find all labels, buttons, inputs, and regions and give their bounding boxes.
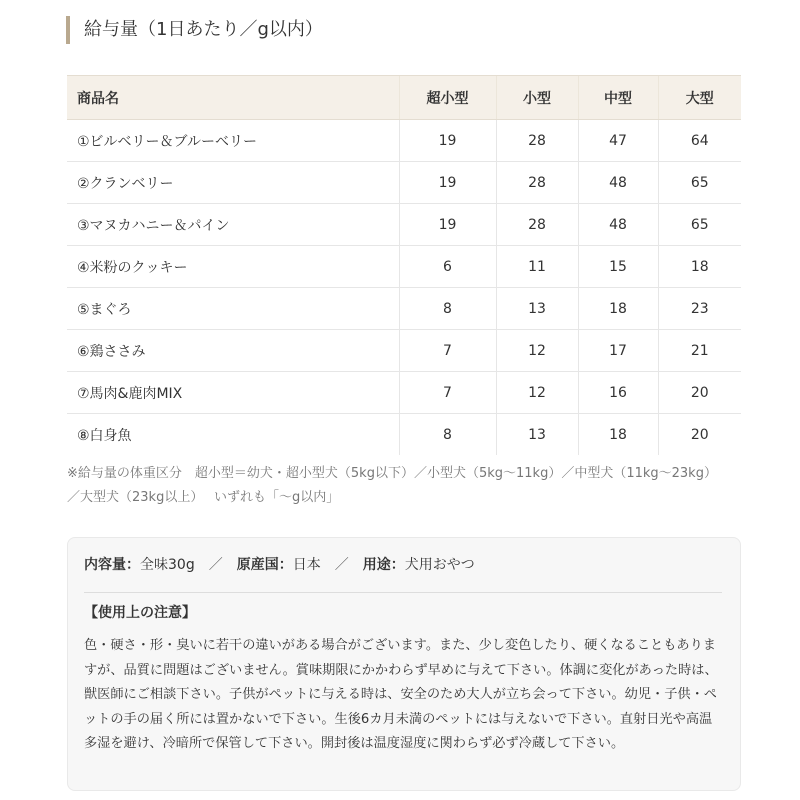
header-large: 大型 [658, 76, 741, 120]
product-name-cell: ③マヌカハニー＆パイン [67, 204, 399, 246]
separator: ／ [334, 557, 349, 573]
caution-body: 色・硬さ・形・臭いに若干の違いがある場合がございます。また、少し変色したり、硬くなることもありますが、品質に問題はございません。賞味期限にかかわらず早めに与えて下さい。体調に変化があった時は、獣医師にご相談下さい。子供がペットに与える時は、安全のため大人が立ち会って下さい。幼児・子供・ペットの手の届く所には置かないで下さい。生後6カ月未満のペットには与えないで下さい。直射日光や高温多湿を避け、冷暗所で保管して下さい。開封後は温度湿度に関わらず必ず冷蔵して下さい。 [84, 638, 718, 751]
amount-cell: 20 [658, 414, 741, 456]
table-row [67, 288, 741, 330]
product-name-cell: ⑦馬肉&鹿肉MIX [67, 372, 399, 414]
amount-cell: 15 [578, 246, 658, 288]
amount-cell: 8 [399, 288, 496, 330]
amount-cell: 18 [578, 288, 658, 330]
content-value: 全味30g [140, 557, 195, 573]
amount-cell: 28 [496, 162, 578, 204]
use-label: 用途： [362, 557, 405, 573]
amount-cell: 23 [658, 288, 741, 330]
origin-label: 原産国： [236, 557, 293, 573]
amount-cell: 7 [399, 372, 496, 414]
amount-cell: 19 [399, 162, 496, 204]
header-small: 小型 [496, 76, 578, 120]
product-name-cell: ①ビルベリー＆ブルーベリー [67, 120, 399, 162]
amount-cell: 20 [658, 372, 741, 414]
caution-title: 【使用上の注意】 [84, 605, 196, 621]
header-extra-small: 超小型 [399, 76, 496, 120]
table-row [67, 330, 741, 372]
product-name-cell: ④米粉のクッキー [67, 246, 399, 288]
header-product-name: 商品名 [67, 76, 399, 120]
amount-cell: 47 [578, 120, 658, 162]
amount-cell: 12 [496, 372, 578, 414]
table-row [67, 162, 741, 204]
table-row [67, 204, 741, 246]
amount-cell: 48 [578, 162, 658, 204]
section-heading: 給与量（1日あたり／g以内） [66, 16, 323, 44]
amount-cell: 64 [658, 120, 741, 162]
amount-cell: 8 [399, 414, 496, 456]
header-medium: 中型 [578, 76, 658, 120]
product-spec-line [84, 554, 475, 576]
amount-cell: 65 [658, 204, 741, 246]
amount-cell: 28 [496, 120, 578, 162]
product-name-cell: ⑥鶏ささみ [67, 330, 399, 372]
amount-cell: 7 [399, 330, 496, 372]
separator: ／ [208, 557, 223, 573]
table-header-row [67, 76, 741, 120]
amount-cell: 13 [496, 288, 578, 330]
amount-cell: 18 [578, 414, 658, 456]
origin-value: 日本 [292, 557, 321, 573]
table-row [67, 414, 741, 456]
product-info-box [67, 537, 741, 791]
amount-cell: 48 [578, 204, 658, 246]
product-name-cell: ⑧白身魚 [77, 427, 132, 444]
amount-cell: 65 [658, 162, 741, 204]
amount-cell: 12 [496, 330, 578, 372]
content-label: 内容量： [84, 557, 140, 573]
amount-cell: 6 [399, 246, 496, 288]
table-row [67, 120, 741, 162]
amount-cell: 18 [658, 246, 741, 288]
amount-cell: 13 [496, 414, 578, 456]
use-value: 犬用おやつ [404, 557, 475, 573]
amount-cell: 16 [578, 372, 658, 414]
amount-cell: 19 [399, 204, 496, 246]
amount-cell: 11 [496, 246, 578, 288]
amount-cell: 28 [496, 204, 578, 246]
table-row [67, 372, 741, 414]
table-row [67, 246, 741, 288]
weight-class-note: ※給与量の体重区分 超小型＝幼犬・超小型犬（5kg以下）／小型犬（5kg〜11kg）／中型犬（11kg〜23kg）／大型犬（23kg以上） いずれも「〜g以内」 [67, 466, 717, 505]
amount-cell: 17 [578, 330, 658, 372]
product-name-cell: ②クランベリー [67, 162, 399, 204]
product-name-cell: ⑤まぐろ [67, 288, 399, 330]
divider [84, 592, 722, 593]
amount-cell: 21 [658, 330, 741, 372]
feeding-amount-table [67, 75, 741, 455]
amount-cell: 19 [399, 120, 496, 162]
